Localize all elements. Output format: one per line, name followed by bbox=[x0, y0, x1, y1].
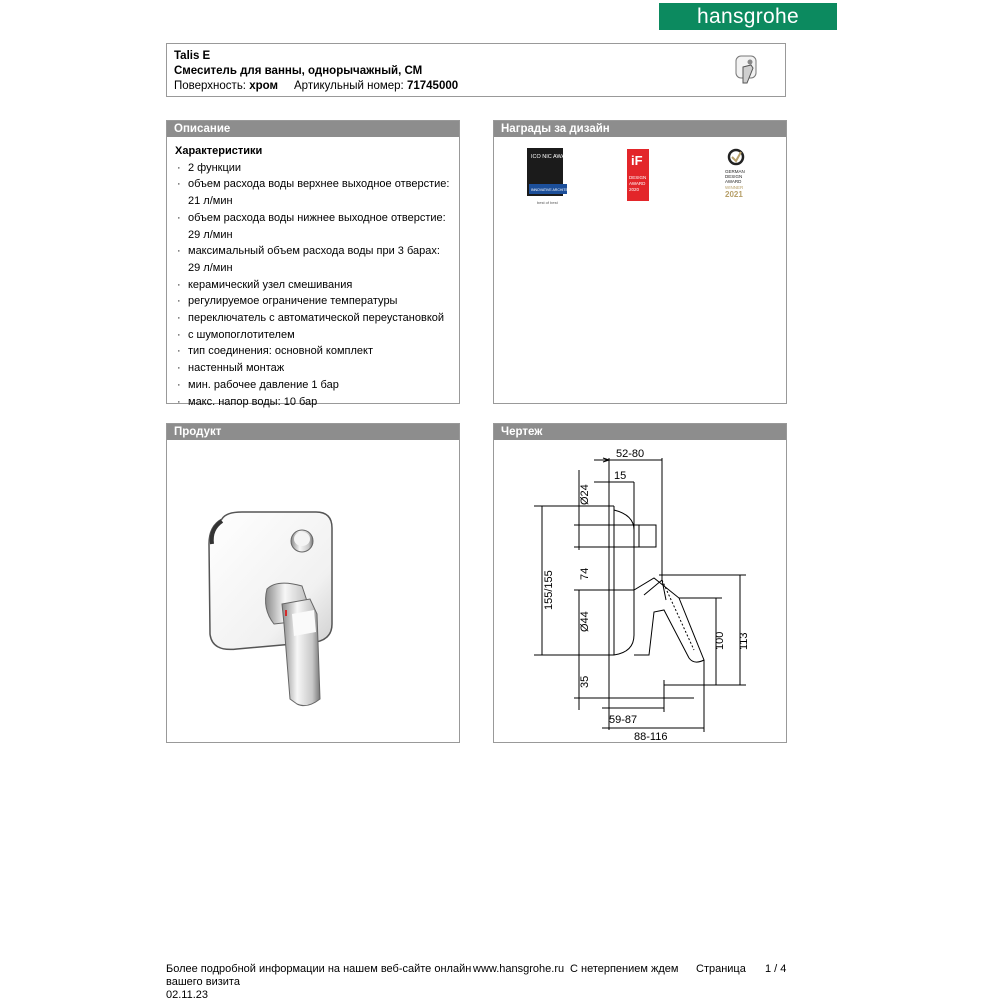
characteristics-heading: Характеристики bbox=[175, 145, 263, 157]
dim-spout-depth-1: 59-87 bbox=[609, 714, 638, 726]
dim-height-total: 155/155 bbox=[543, 570, 555, 610]
brand-logo: hansgrohe bbox=[659, 3, 837, 30]
footer-date: 02.11.23 bbox=[166, 989, 209, 1001]
product-photo bbox=[192, 504, 342, 724]
dim-lever-diameter: Ø44 bbox=[579, 611, 591, 632]
gda-text-german: GERMAN bbox=[725, 169, 745, 174]
footer-more-info: Более подробной информации на нашем веб-сайте онлайн bbox=[166, 963, 472, 975]
dim-cap-offset: 74 bbox=[579, 567, 591, 580]
description-panel bbox=[166, 120, 460, 408]
dim-cap-diameter: Ø24 bbox=[579, 484, 591, 505]
iconic-awards-logo bbox=[527, 148, 592, 206]
dim-plate-offset: 15 bbox=[614, 470, 627, 482]
awards-title: Награды за дизайн bbox=[494, 121, 786, 137]
dim-top-depth: 52-80 bbox=[616, 448, 645, 460]
surface-value: хром bbox=[249, 80, 279, 92]
gda-text-award: AWARD bbox=[725, 179, 742, 184]
product-thumbnail bbox=[733, 54, 763, 88]
if-logo-text: iF bbox=[631, 153, 643, 168]
list-item: · объем расхода воды верхнее выходное отверстие: 21 л/мин bbox=[175, 176, 451, 209]
product-panel bbox=[166, 423, 460, 743]
article-label: Артикульный номер: bbox=[294, 80, 404, 92]
list-item: · настенный монтаж bbox=[175, 360, 451, 377]
drawing-panel bbox=[493, 423, 787, 743]
iconic-ribbon-text: INNOVATIVE ARCHITECTURE bbox=[531, 188, 580, 192]
product-title: Продукт bbox=[167, 424, 459, 440]
drawing-title: Чертеж bbox=[494, 424, 786, 440]
characteristics-list bbox=[175, 160, 451, 411]
if-text-year: 2020 bbox=[629, 187, 640, 192]
article-value: 71745000 bbox=[406, 80, 459, 92]
list-item: · максимальный объем расхода воды при 3 барах: 29 л/мин bbox=[175, 243, 451, 276]
if-design-award-logo bbox=[627, 149, 649, 201]
list-item: · регулируемое ограничение температуры bbox=[175, 293, 451, 310]
list-item: · 2 функции bbox=[175, 160, 451, 177]
footer-page-label: Страница bbox=[696, 963, 746, 975]
dim-spout-100: 100 bbox=[714, 631, 726, 650]
footer-farewell-1: С нетерпением ждем bbox=[570, 963, 679, 975]
dim-spout-depth-2: 88-116 bbox=[634, 731, 668, 743]
product-meta bbox=[174, 79, 778, 94]
description-title: Описание bbox=[167, 121, 459, 137]
awards-panel bbox=[493, 120, 787, 404]
surface-label: Поверхность: bbox=[174, 80, 247, 92]
product-header bbox=[166, 43, 786, 97]
list-item: · керамический узел смешивания bbox=[175, 277, 451, 294]
technical-drawing bbox=[494, 440, 786, 742]
product-description: Смеситель для ванны, однорычажный, СМ bbox=[174, 65, 423, 77]
gda-text-winner: WINNER bbox=[725, 185, 744, 190]
if-text-design: DESIGN bbox=[629, 175, 647, 180]
footer-page-value: 1 / 4 bbox=[765, 963, 787, 975]
footer-farewell-2: вашего визита bbox=[166, 976, 240, 988]
iconic-caption: best of best bbox=[537, 200, 558, 205]
gda-year: 2021 bbox=[725, 190, 743, 199]
iconic-grid-text: ICO NIC AWA RDS 2020 bbox=[531, 154, 592, 160]
list-item: · переключатель с автоматической переустановкой bbox=[175, 310, 451, 327]
footer-website-link[interactable]: www.hansgrohe.ru bbox=[473, 963, 565, 975]
list-item: · с шумопоглотителем bbox=[175, 327, 451, 344]
product-line: Talis E bbox=[174, 50, 211, 62]
footer bbox=[166, 963, 806, 1002]
dim-spout-113: 113 bbox=[738, 632, 750, 650]
if-text-award: AWARD bbox=[629, 181, 646, 186]
list-item: · макс. напор воды: 10 бар bbox=[175, 394, 451, 411]
list-item: · мин. рабочее давление 1 бар bbox=[175, 377, 451, 394]
list-item: · тип соединения: основной комплект bbox=[175, 343, 451, 360]
dim-bottom-offset: 35 bbox=[579, 675, 591, 688]
german-design-award-logo bbox=[723, 147, 751, 207]
list-item: · объем расхода воды нижнее выходное отверстие: 29 л/мин bbox=[175, 210, 451, 243]
gda-text-design: DESIGN bbox=[725, 174, 743, 179]
